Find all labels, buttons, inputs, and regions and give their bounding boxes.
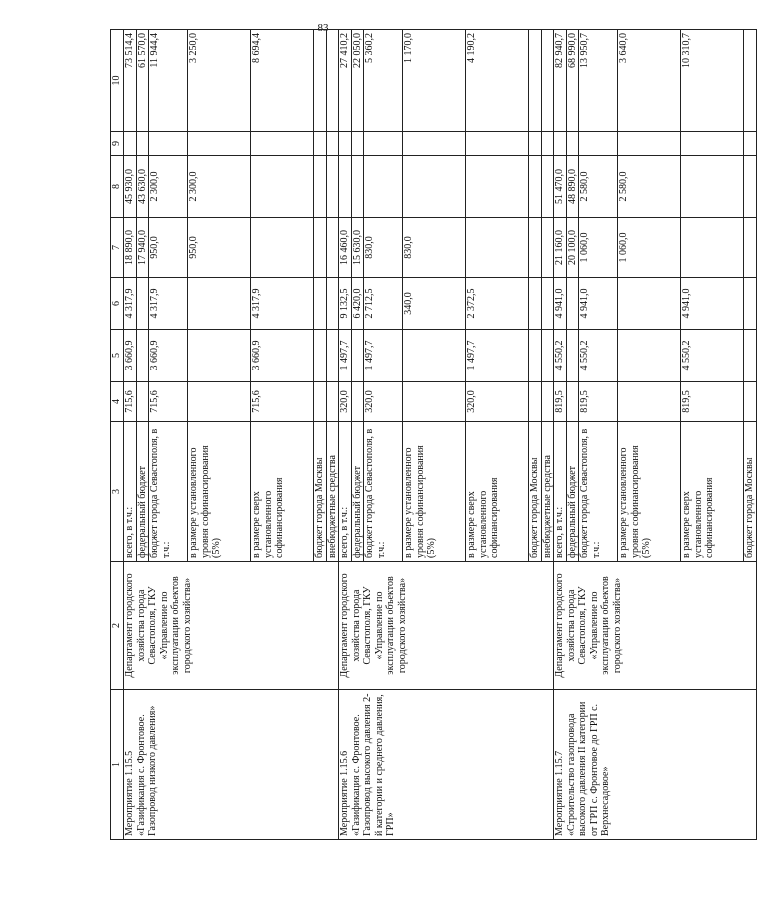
value-cell (466, 218, 529, 278)
value-cell: 27 410,2 (339, 30, 352, 132)
value-cell (314, 218, 327, 278)
value-cell: 2 712,5 (364, 278, 403, 330)
funding-table (110, 29, 757, 840)
value-cell (541, 30, 554, 132)
value-cell: 45 930,0 (124, 156, 137, 218)
funding-source-cell: в размере сверх установленного софинансирования (681, 422, 744, 562)
value-cell: 3 660,9 (251, 330, 314, 382)
value-cell: 4 317,9 (251, 278, 314, 330)
value-cell (529, 330, 542, 382)
value-cell (364, 132, 403, 156)
value-cell (566, 132, 579, 156)
value-cell (188, 278, 251, 330)
funding-source-cell: федеральный бюджет (136, 422, 149, 562)
value-cell: 16 460,0 (339, 218, 352, 278)
value-cell (124, 132, 137, 156)
funding-source-cell: всего, в т.ч.: (554, 422, 567, 562)
funding-source-cell: бюджет города Москвы (529, 422, 542, 562)
value-cell (314, 156, 327, 218)
value-cell (681, 132, 744, 156)
value-cell: 22 050,0 (351, 30, 364, 132)
value-cell (351, 156, 364, 218)
value-cell (326, 382, 339, 422)
funding-source-cell: бюджет города Севастополя, в т.ч.: (364, 422, 403, 562)
value-cell (326, 30, 339, 132)
value-cell (541, 382, 554, 422)
value-cell (744, 30, 757, 132)
value-cell (326, 218, 339, 278)
value-cell (618, 278, 681, 330)
funding-source-cell: в размере установленного уровня софинансирования (5%) (403, 422, 466, 562)
value-cell (403, 382, 466, 422)
value-cell (403, 330, 466, 382)
value-cell (681, 156, 744, 218)
executor-cell: Департамент городского хозяйства города Севастополя, ГКУ «Управление по эксплуатации объектов городского хозяйства» (554, 562, 757, 690)
value-cell: 5 360,2 (364, 30, 403, 132)
funding-source-cell: в размере установленного уровня софинансирования (5%) (188, 422, 251, 562)
header-cell: 5 (111, 330, 124, 382)
value-cell (188, 132, 251, 156)
header-cell: 6 (111, 278, 124, 330)
value-cell (188, 382, 251, 422)
value-cell: 819,5 (681, 382, 744, 422)
value-cell (618, 132, 681, 156)
value-cell (541, 132, 554, 156)
value-cell: 320,0 (339, 382, 352, 422)
value-cell (566, 330, 579, 382)
value-cell (136, 330, 149, 382)
funding-source-cell: федеральный бюджет (566, 422, 579, 562)
value-cell: 2 580,0 (618, 156, 681, 218)
value-cell (618, 330, 681, 382)
value-cell: 4 941,0 (579, 278, 618, 330)
value-cell: 68 990,0 (566, 30, 579, 132)
value-cell (403, 132, 466, 156)
value-cell: 715,6 (149, 382, 188, 422)
value-cell: 4 941,0 (554, 278, 567, 330)
value-cell: 17 940,0 (136, 218, 149, 278)
value-cell (314, 330, 327, 382)
rotated-table-container (110, 30, 755, 840)
value-cell: 1 497,7 (466, 330, 529, 382)
value-cell: 340,0 (403, 278, 466, 330)
value-cell: 3 660,9 (149, 330, 188, 382)
table-body (124, 30, 757, 840)
value-cell (466, 132, 529, 156)
value-cell: 61 570,0 (136, 30, 149, 132)
funding-source-cell: внебюджетные средства (541, 422, 554, 562)
funding-source-cell: федеральный бюджет (351, 422, 364, 562)
value-cell: 830,0 (364, 218, 403, 278)
value-cell: 1 060,0 (618, 218, 681, 278)
value-cell (188, 330, 251, 382)
value-cell (314, 132, 327, 156)
header-row (111, 30, 124, 840)
value-cell: 13 950,7 (579, 30, 618, 132)
value-cell: 950,0 (149, 218, 188, 278)
header-cell: 2 (111, 562, 124, 690)
value-cell: 4 550,2 (681, 330, 744, 382)
value-cell (554, 132, 567, 156)
value-cell (529, 132, 542, 156)
value-cell (529, 156, 542, 218)
value-cell (541, 330, 554, 382)
value-cell (541, 218, 554, 278)
executor-cell: Департамент городского хозяйства города Севастополя, ГКУ «Управление по эксплуатации объектов городского хозяйства» (124, 562, 339, 690)
value-cell (136, 132, 149, 156)
funding-source-cell: в размере установленного уровня софинансирования (5%) (618, 422, 681, 562)
value-cell: 10 310,7 (681, 30, 744, 132)
value-cell: 2 300,0 (149, 156, 188, 218)
measure-cell: Мероприятие 1.15.5 «Газификация с. Фронтовое. Газопровод низкого давления» (124, 690, 339, 840)
value-cell: 11 944,4 (149, 30, 188, 132)
header-cell: 1 (111, 690, 124, 840)
value-cell: 830,0 (403, 218, 466, 278)
header-cell: 4 (111, 382, 124, 422)
value-cell (314, 278, 327, 330)
value-cell: 21 160,0 (554, 218, 567, 278)
value-cell (364, 156, 403, 218)
value-cell (541, 156, 554, 218)
funding-source-cell: бюджет города Москвы (314, 422, 327, 562)
header-cell: 8 (111, 156, 124, 218)
value-cell: 4 941,0 (681, 278, 744, 330)
value-cell (326, 278, 339, 330)
value-cell (251, 132, 314, 156)
header-cell: 7 (111, 218, 124, 278)
value-cell: 15 630,0 (351, 218, 364, 278)
measure-cell: Мероприятие 1.15.6 «Газификация с. Фронтовое. Газопровод высокого давления 2-й категории и среднего давления, ГРП» (339, 690, 554, 840)
value-cell (149, 132, 188, 156)
value-cell (351, 330, 364, 382)
value-cell: 73 514,4 (124, 30, 137, 132)
value-cell (529, 218, 542, 278)
table-row (339, 30, 352, 840)
funding-source-cell: бюджет города Москвы (744, 422, 757, 562)
value-cell (744, 156, 757, 218)
value-cell: 48 890,0 (566, 156, 579, 218)
value-cell: 4 317,9 (124, 278, 137, 330)
header-cell: 9 (111, 132, 124, 156)
funding-source-cell: в размере сверх установленного софинансирования (466, 422, 529, 562)
value-cell: 8 694,4 (251, 30, 314, 132)
value-cell: 4 550,2 (554, 330, 567, 382)
value-cell: 4 550,2 (579, 330, 618, 382)
value-cell (744, 218, 757, 278)
value-cell: 6 420,0 (351, 278, 364, 330)
funding-source-cell: всего, в т.ч.: (339, 422, 352, 562)
value-cell (326, 330, 339, 382)
value-cell: 1 497,7 (339, 330, 352, 382)
value-cell (744, 382, 757, 422)
value-cell (351, 132, 364, 156)
value-cell: 9 132,5 (339, 278, 352, 330)
value-cell (251, 156, 314, 218)
value-cell: 3 640,0 (618, 30, 681, 132)
value-cell (529, 278, 542, 330)
value-cell: 320,0 (364, 382, 403, 422)
funding-source-cell: всего, в т.ч.: (124, 422, 137, 562)
value-cell (326, 156, 339, 218)
value-cell (136, 278, 149, 330)
value-cell (136, 382, 149, 422)
value-cell (566, 278, 579, 330)
funding-source-cell: в размере сверх установленного софинансирования (251, 422, 314, 562)
funding-source-cell: внебюджетные средства (326, 422, 339, 562)
value-cell (466, 156, 529, 218)
value-cell: 4 190,2 (466, 30, 529, 132)
value-cell: 43 630,0 (136, 156, 149, 218)
value-cell (744, 132, 757, 156)
value-cell: 819,5 (579, 382, 618, 422)
value-cell (339, 132, 352, 156)
value-cell: 2 580,0 (579, 156, 618, 218)
value-cell: 819,5 (554, 382, 567, 422)
measure-cell: Мероприятие 1.15.7 «Строительство газопровода высокого давления II категории от ГРП с. Фронтовое до ГРП с. Верхнесадовое» (554, 690, 757, 840)
value-cell: 3 250,0 (188, 30, 251, 132)
value-cell (744, 278, 757, 330)
value-cell: 82 940,7 (554, 30, 567, 132)
header-cell: 3 (111, 422, 124, 562)
value-cell: 715,6 (251, 382, 314, 422)
value-cell: 3 660,9 (124, 330, 137, 382)
value-cell: 1 170,0 (403, 30, 466, 132)
table-row (124, 30, 137, 840)
page-number: 83 (317, 22, 329, 34)
value-cell: 2 300,0 (188, 156, 251, 218)
value-cell (541, 278, 554, 330)
value-cell (251, 218, 314, 278)
value-cell (618, 382, 681, 422)
value-cell (351, 382, 364, 422)
value-cell (566, 382, 579, 422)
value-cell: 320,0 (466, 382, 529, 422)
funding-source-cell: бюджет города Севастополя, в т.ч.: (149, 422, 188, 562)
value-cell: 51 470,0 (554, 156, 567, 218)
value-cell: 4 317,9 (149, 278, 188, 330)
value-cell (744, 330, 757, 382)
value-cell (314, 382, 327, 422)
value-cell: 1 060,0 (579, 218, 618, 278)
value-cell (314, 30, 327, 132)
value-cell (681, 218, 744, 278)
value-cell: 2 372,5 (466, 278, 529, 330)
executor-cell: Департамент городского хозяйства города Севастополя, ГКУ «Управление по эксплуатации объектов городского хозяйства» (339, 562, 554, 690)
value-cell (339, 156, 352, 218)
value-cell (403, 156, 466, 218)
funding-source-cell: бюджет города Севастополя, в т.ч.: (579, 422, 618, 562)
header-cell: 10 (111, 30, 124, 132)
value-cell: 20 100,0 (566, 218, 579, 278)
value-cell: 715,6 (124, 382, 137, 422)
value-cell: 950,0 (188, 218, 251, 278)
value-cell (326, 132, 339, 156)
value-cell: 1 497,7 (364, 330, 403, 382)
table-row (554, 30, 567, 840)
value-cell (529, 30, 542, 132)
value-cell (579, 132, 618, 156)
value-cell: 18 890,0 (124, 218, 137, 278)
value-cell (529, 382, 542, 422)
